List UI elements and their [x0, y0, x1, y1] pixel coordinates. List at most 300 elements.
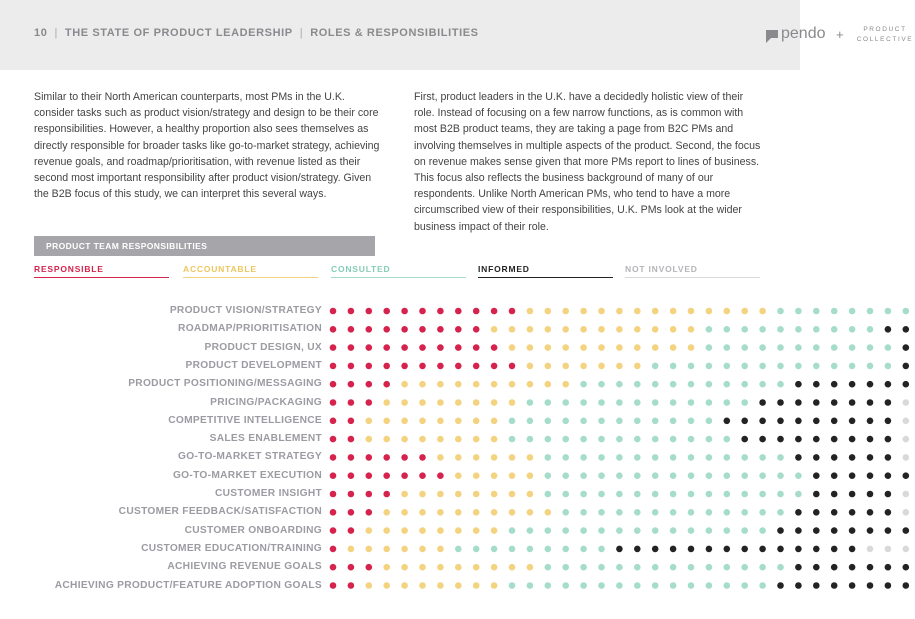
dot-consulted	[545, 527, 552, 534]
dot-responsible	[330, 308, 337, 315]
legend-consulted: CONSULTED	[331, 264, 466, 278]
dot-informed	[741, 436, 748, 443]
dot-accountable	[455, 454, 462, 461]
row-label: PRICING/PACKAGING	[210, 396, 322, 408]
dot-consulted	[724, 326, 731, 333]
dot-accountable	[473, 527, 480, 534]
dot-consulted	[509, 582, 516, 589]
report-title: THE STATE OF PRODUCT LEADERSHIP	[64, 27, 293, 39]
dot-accountable	[437, 454, 444, 461]
dot-consulted	[455, 546, 462, 553]
dot-informed	[813, 546, 820, 553]
dot-consulted	[688, 564, 695, 571]
dot-informed	[795, 527, 802, 534]
dot-responsible	[366, 399, 373, 406]
dot-consulted	[759, 527, 766, 534]
dot-consulted	[562, 454, 569, 461]
dot-accountable	[634, 344, 641, 351]
dot-consulted	[741, 454, 748, 461]
dot-informed	[759, 399, 766, 406]
dot-accountable	[419, 564, 426, 571]
dot-informed	[885, 472, 892, 479]
dot-consulted	[598, 509, 605, 516]
dot-informed	[831, 399, 838, 406]
dot-informed	[849, 399, 856, 406]
dot-accountable	[616, 308, 623, 315]
dot-consulted	[562, 399, 569, 406]
dot-accountable	[401, 418, 408, 425]
dot-accountable	[455, 582, 462, 589]
dot-informed	[813, 564, 820, 571]
dot-consulted	[527, 399, 534, 406]
dot-responsible	[366, 344, 373, 351]
dot-consulted	[598, 418, 605, 425]
dot-consulted	[706, 363, 713, 370]
product-collective-logo	[855, 25, 915, 45]
dot-informed	[849, 472, 856, 479]
dot-accountable	[670, 344, 677, 351]
row-label: GO-TO-MARKET EXECUTION	[172, 469, 322, 481]
dot-consulted	[741, 399, 748, 406]
dot-consulted	[545, 436, 552, 443]
dot-consulted	[706, 344, 713, 351]
row-label: CUSTOMER EDUCATION/TRAINING	[141, 542, 322, 554]
dot-informed	[885, 418, 892, 425]
dot-informed	[885, 527, 892, 534]
dot-responsible	[330, 454, 337, 461]
dot-informed	[777, 399, 784, 406]
dot-consulted	[867, 344, 874, 351]
dot-consulted	[813, 344, 820, 351]
dot-consulted	[759, 344, 766, 351]
dot-consulted	[562, 436, 569, 443]
dot-responsible	[348, 344, 355, 351]
dot-responsible	[419, 472, 426, 479]
dot-informed	[831, 582, 838, 589]
dot-accountable	[401, 381, 408, 388]
dot-consulted	[652, 472, 659, 479]
dot-informed	[652, 546, 659, 553]
dot-informed	[831, 454, 838, 461]
dot-responsible	[348, 509, 355, 516]
dot-accountable	[652, 344, 659, 351]
dot-consulted	[777, 326, 784, 333]
dot-accountable	[437, 381, 444, 388]
dot-responsible	[366, 509, 373, 516]
dot-responsible	[383, 381, 390, 388]
body-paragraph-left: Similar to their North American counterparts, most PMs in the U.K. consider tasks such as product vision/strategy and design to be their core responsibilities. However, a healthy proportion also sees themselves as directly responsible for broader tasks like go-to-market strategy, achieving revenue goals, and roadmap/prioritisation, with revenue listed as their second most important responsibility after product vision/strategy. Given the B2B focus of this study, we can interpret this several ways.	[34, 91, 380, 201]
dot-consulted	[580, 381, 587, 388]
dot-accountable	[562, 344, 569, 351]
dot-accountable	[491, 491, 498, 498]
dot-responsible	[348, 308, 355, 315]
dot-accountable	[401, 491, 408, 498]
dot-consulted	[527, 582, 534, 589]
dot-consulted	[741, 326, 748, 333]
dot-informed	[813, 454, 820, 461]
dot-consulted	[688, 454, 695, 461]
dot-consulted	[813, 326, 820, 333]
dot-consulted	[688, 582, 695, 589]
dot-not-involved	[903, 546, 910, 553]
dot-responsible	[330, 436, 337, 443]
dot-accountable	[455, 527, 462, 534]
dot-consulted	[527, 546, 534, 553]
dot-consulted	[777, 472, 784, 479]
dot-responsible	[455, 308, 462, 315]
dot-accountable	[419, 509, 426, 516]
dot-accountable	[527, 308, 534, 315]
dot-consulted	[724, 582, 731, 589]
dot-responsible	[383, 472, 390, 479]
dot-informed	[813, 509, 820, 516]
dot-informed	[849, 527, 856, 534]
dot-informed	[616, 546, 623, 553]
dot-informed	[795, 509, 802, 516]
dot-consulted	[598, 454, 605, 461]
dot-consulted	[598, 381, 605, 388]
dot-consulted	[545, 399, 552, 406]
dot-consulted	[616, 527, 623, 534]
dot-accountable	[491, 418, 498, 425]
dot-consulted	[634, 491, 641, 498]
dot-consulted	[759, 454, 766, 461]
dot-accountable	[455, 381, 462, 388]
product-collective-logo-line1: PRODUCT	[863, 26, 907, 33]
dot-informed	[795, 399, 802, 406]
dot-accountable	[419, 491, 426, 498]
dot-consulted	[545, 564, 552, 571]
dot-accountable	[401, 509, 408, 516]
dot-informed	[777, 418, 784, 425]
row-label: COMPETITIVE INTELLIGENCE	[168, 414, 322, 426]
dot-accountable	[383, 527, 390, 534]
dot-consulted	[634, 381, 641, 388]
dot-informed	[903, 363, 910, 370]
dot-responsible	[330, 509, 337, 516]
dot-informed	[867, 509, 874, 516]
dot-not-involved	[903, 436, 910, 443]
row-label: SALES ENABLEMENT	[209, 433, 322, 445]
dot-accountable	[366, 582, 373, 589]
dot-accountable	[598, 308, 605, 315]
dot-consulted	[795, 326, 802, 333]
dot-responsible	[348, 564, 355, 571]
dot-consulted	[741, 491, 748, 498]
dot-informed	[903, 472, 910, 479]
dot-informed	[849, 436, 856, 443]
dot-informed	[795, 546, 802, 553]
row-label: CUSTOMER FEEDBACK/SATISFACTION	[118, 506, 322, 518]
dot-accountable	[670, 308, 677, 315]
dot-informed	[813, 381, 820, 388]
dot-accountable	[527, 491, 534, 498]
dot-accountable	[455, 399, 462, 406]
dot-responsible	[509, 308, 516, 315]
dot-accountable	[545, 344, 552, 351]
dot-informed	[867, 472, 874, 479]
dot-accountable	[401, 582, 408, 589]
dot-consulted	[688, 381, 695, 388]
dot-consulted	[580, 418, 587, 425]
dot-responsible	[491, 344, 498, 351]
dot-responsible	[366, 491, 373, 498]
dot-informed	[759, 418, 766, 425]
dot-responsible	[473, 308, 480, 315]
dot-consulted	[509, 418, 516, 425]
dot-accountable	[598, 363, 605, 370]
dot-accountable	[580, 363, 587, 370]
dot-consulted	[580, 436, 587, 443]
dot-accountable	[545, 363, 552, 370]
section-title: ROLES & RESPONSIBILITIES	[310, 27, 479, 39]
dot-consulted	[580, 399, 587, 406]
dot-responsible	[348, 582, 355, 589]
dot-accountable	[706, 308, 713, 315]
dot-accountable	[491, 527, 498, 534]
dot-consulted	[795, 344, 802, 351]
dot-consulted	[616, 491, 623, 498]
dot-informed	[831, 418, 838, 425]
dot-consulted	[777, 509, 784, 516]
dot-consulted	[562, 509, 569, 516]
dot-accountable	[688, 344, 695, 351]
dot-responsible	[348, 326, 355, 333]
dot-responsible	[437, 326, 444, 333]
body-paragraph-right: First, product leaders in the U.K. have a decidedly holistic view of their role. Instead of focusing on a few narrow functions, as is common with most B2B product teams, they are taking a page from B2C PMs and involving themselves in multiple aspects of the product. Second, the focus on revenue makes sense given that more PMs report to lines of business. This focus also reflects the business background of many of our respondents. Unlike North American PMs, who tend to have a more circumscribed view of their responsibilities, U.K. PMs look at the wider business impact of their role.	[414, 91, 761, 233]
dot-consulted	[545, 546, 552, 553]
dot-accountable	[616, 363, 623, 370]
dot-responsible	[330, 546, 337, 553]
dot-consulted	[598, 527, 605, 534]
dot-accountable	[545, 381, 552, 388]
row-label: ACHIEVING REVENUE GOALS	[167, 561, 322, 573]
dot-responsible	[473, 326, 480, 333]
dot-consulted	[688, 509, 695, 516]
dot-accountable	[634, 363, 641, 370]
dot-accountable	[491, 509, 498, 516]
dot-accountable	[527, 454, 534, 461]
dot-consulted	[777, 491, 784, 498]
dot-consulted	[706, 418, 713, 425]
dot-responsible	[401, 472, 408, 479]
dot-accountable	[616, 344, 623, 351]
dot-consulted	[706, 454, 713, 461]
dot-consulted	[616, 564, 623, 571]
dot-informed	[795, 381, 802, 388]
dot-responsible	[419, 454, 426, 461]
dot-consulted	[670, 418, 677, 425]
dot-consulted	[867, 326, 874, 333]
dot-accountable	[473, 418, 480, 425]
dot-accountable	[383, 509, 390, 516]
dot-consulted	[670, 436, 677, 443]
dot-accountable	[491, 436, 498, 443]
dot-consulted	[724, 381, 731, 388]
dot-informed	[885, 399, 892, 406]
row-label: ROADMAP/PRIORITISATION	[178, 323, 322, 335]
dot-accountable	[491, 381, 498, 388]
dot-consulted	[652, 527, 659, 534]
dot-informed	[724, 418, 731, 425]
dot-consulted	[598, 472, 605, 479]
dot-not-involved	[885, 546, 892, 553]
dot-informed	[831, 564, 838, 571]
dot-consulted	[670, 527, 677, 534]
dot-consulted	[652, 436, 659, 443]
dot-consulted	[562, 582, 569, 589]
dot-consulted	[652, 454, 659, 461]
dot-consulted	[741, 472, 748, 479]
dot-accountable	[383, 436, 390, 443]
dot-consulted	[527, 436, 534, 443]
dot-accountable	[419, 418, 426, 425]
dot-informed	[903, 582, 910, 589]
dot-responsible	[366, 326, 373, 333]
dot-informed	[849, 546, 856, 553]
dot-responsible	[330, 491, 337, 498]
dot-accountable	[473, 454, 480, 461]
dot-responsible	[348, 454, 355, 461]
row-label: PRODUCT VISION/STRATEGY	[169, 305, 322, 316]
product-collective-logo-line2: COLLECTIVE	[856, 36, 914, 43]
dot-informed	[795, 436, 802, 443]
dot-informed	[813, 436, 820, 443]
legend-not-involved: NOT INVOLVED	[625, 264, 760, 278]
dot-responsible	[401, 344, 408, 351]
dot-accountable	[401, 546, 408, 553]
dot-consulted	[849, 363, 856, 370]
dot-consulted	[670, 564, 677, 571]
dot-accountable	[527, 509, 534, 516]
dot-responsible	[401, 308, 408, 315]
dot-accountable	[383, 582, 390, 589]
dot-accountable	[419, 399, 426, 406]
dot-informed	[795, 582, 802, 589]
dot-informed	[795, 418, 802, 425]
dot-responsible	[330, 344, 337, 351]
dot-consulted	[652, 582, 659, 589]
dot-not-involved	[903, 418, 910, 425]
dot-informed	[688, 546, 695, 553]
dot-consulted	[706, 472, 713, 479]
dot-accountable	[383, 418, 390, 425]
dot-responsible	[383, 308, 390, 315]
dot-consulted	[795, 308, 802, 315]
dot-responsible	[330, 472, 337, 479]
dot-consulted	[598, 399, 605, 406]
dot-informed	[759, 436, 766, 443]
dot-informed	[777, 527, 784, 534]
dot-consulted	[688, 472, 695, 479]
dot-consulted	[831, 308, 838, 315]
dot-consulted	[580, 454, 587, 461]
dot-accountable	[401, 436, 408, 443]
dot-responsible	[419, 363, 426, 370]
dot-informed	[795, 564, 802, 571]
dot-responsible	[330, 564, 337, 571]
dot-consulted	[688, 436, 695, 443]
dot-informed	[831, 436, 838, 443]
dot-responsible	[491, 363, 498, 370]
dot-informed	[706, 546, 713, 553]
dot-accountable	[509, 472, 516, 479]
dot-accountable	[491, 326, 498, 333]
dot-consulted	[759, 509, 766, 516]
dot-consulted	[670, 454, 677, 461]
dot-accountable	[491, 454, 498, 461]
dot-consulted	[670, 582, 677, 589]
legend-informed: INFORMED	[478, 264, 613, 278]
dot-consulted	[724, 509, 731, 516]
dot-consulted	[616, 472, 623, 479]
dot-consulted	[634, 527, 641, 534]
dot-informed	[777, 582, 784, 589]
dot-accountable	[437, 564, 444, 571]
dot-accountable	[437, 582, 444, 589]
dot-consulted	[580, 509, 587, 516]
dot-accountable	[598, 344, 605, 351]
dot-accountable	[419, 546, 426, 553]
dot-accountable	[491, 472, 498, 479]
dot-accountable	[527, 363, 534, 370]
dot-consulted	[580, 546, 587, 553]
dot-consulted	[706, 491, 713, 498]
dot-accountable	[759, 308, 766, 315]
dot-consulted	[741, 363, 748, 370]
dot-consulted	[706, 436, 713, 443]
dot-informed	[885, 564, 892, 571]
dot-consulted	[724, 363, 731, 370]
dot-accountable	[437, 527, 444, 534]
dot-accountable	[509, 509, 516, 516]
dot-accountable	[401, 527, 408, 534]
dot-responsible	[473, 344, 480, 351]
dot-consulted	[616, 582, 623, 589]
dot-consulted	[724, 527, 731, 534]
dot-informed	[741, 418, 748, 425]
dot-consulted	[795, 363, 802, 370]
row-label: PRODUCT DEVELOPMENT	[185, 359, 322, 371]
dot-consulted	[527, 418, 534, 425]
dot-accountable	[634, 326, 641, 333]
dot-informed	[885, 491, 892, 498]
dot-informed	[867, 454, 874, 461]
dot-consulted	[634, 509, 641, 516]
dot-accountable	[437, 418, 444, 425]
dot-accountable	[670, 326, 677, 333]
dot-consulted	[652, 491, 659, 498]
dot-consulted	[634, 472, 641, 479]
dot-informed	[849, 509, 856, 516]
dot-accountable	[473, 381, 480, 388]
dot-accountable	[437, 546, 444, 553]
dot-informed	[741, 546, 748, 553]
dot-consulted	[509, 527, 516, 534]
dot-consulted	[777, 564, 784, 571]
chart-title-bar: PRODUCT TEAM RESPONSIBILITIES	[34, 236, 375, 256]
dot-responsible	[330, 418, 337, 425]
dot-consulted	[724, 399, 731, 406]
dot-responsible	[437, 363, 444, 370]
dot-consulted	[724, 344, 731, 351]
dot-responsible	[330, 381, 337, 388]
dot-accountable	[741, 308, 748, 315]
dot-consulted	[598, 582, 605, 589]
row-label: ACHIEVING PRODUCT/FEATURE ADOPTION GOALS	[54, 579, 322, 591]
dot-informed	[849, 381, 856, 388]
dot-consulted	[562, 527, 569, 534]
